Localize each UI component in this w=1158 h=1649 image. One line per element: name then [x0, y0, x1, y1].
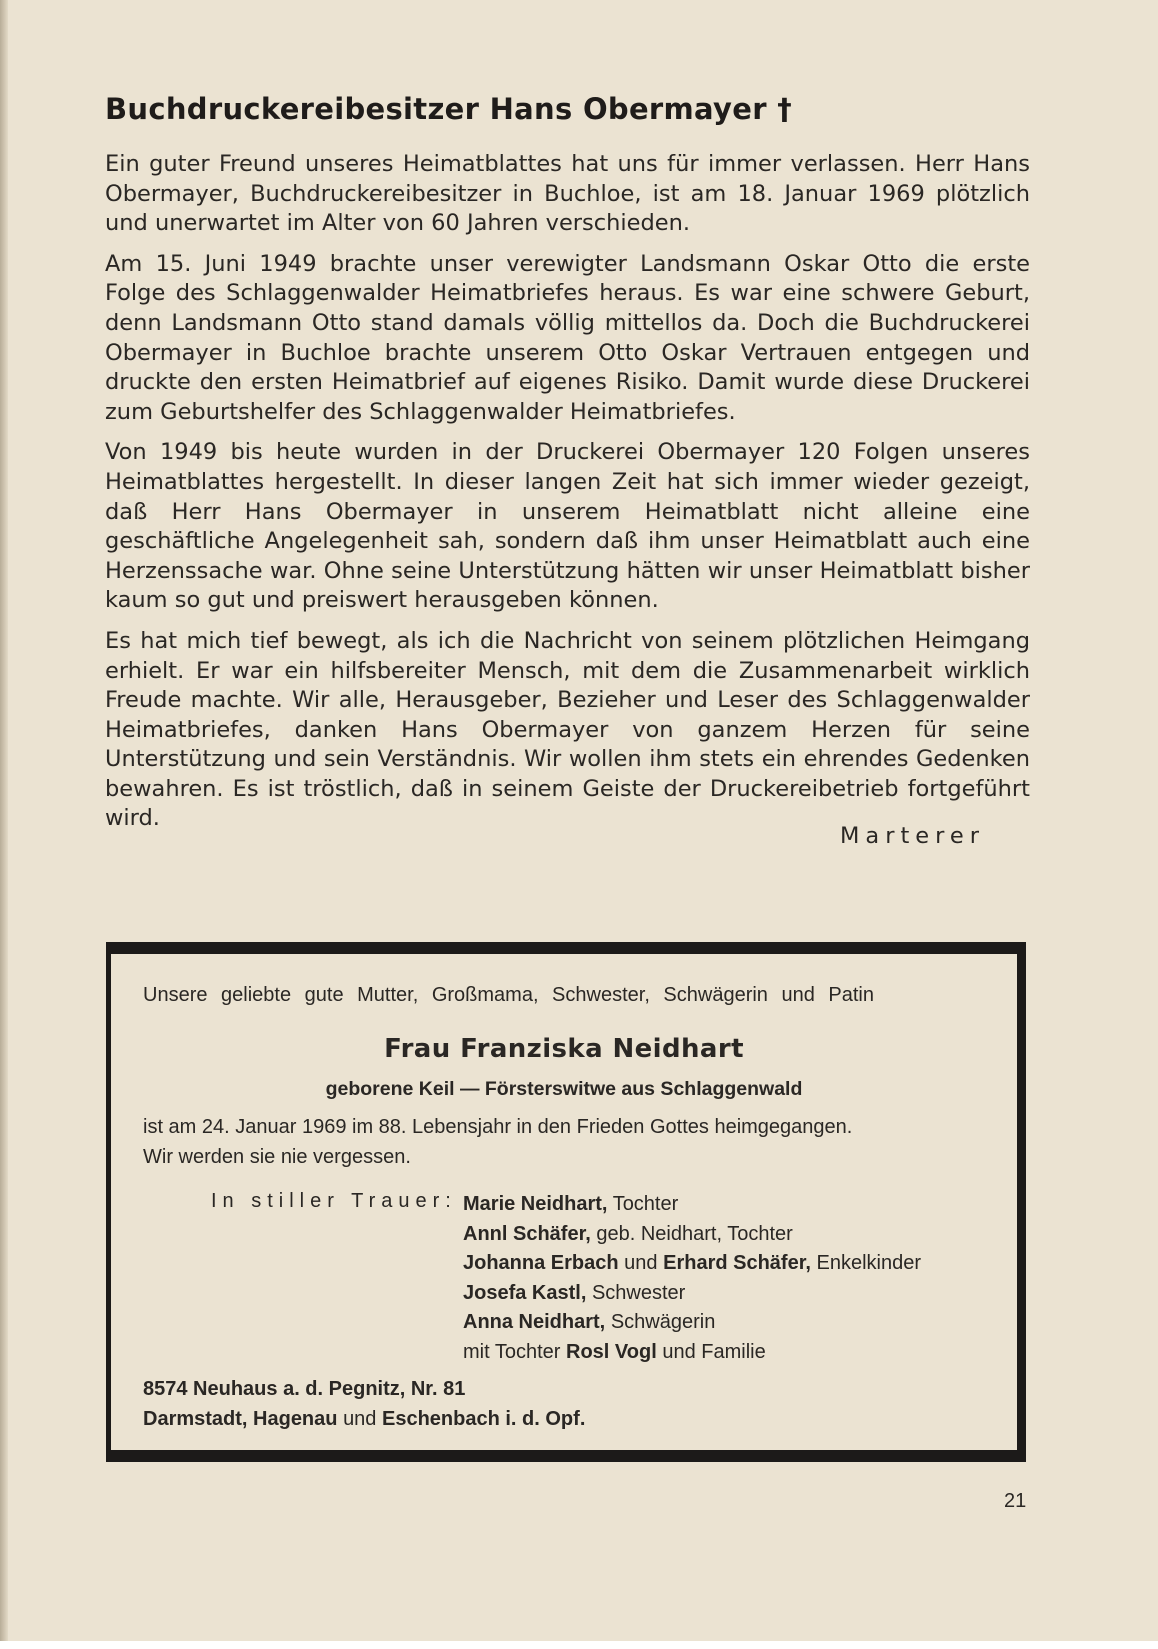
mourner-name: Johanna Erbach [463, 1252, 619, 1274]
notice-text [143, 1112, 993, 1172]
mourner-item [463, 1279, 921, 1309]
article-paragraph: Am 15. Juni 1949 brachte unser verewigter Landsmann Oskar Otto die erste Folge des Schlaggenwalder Heimatbriefes heraus. Es war eine schwere Geburt, denn Landsmann Otto stand damals völlig mittellos da. Doch die Buchdruckerei Obermayer in Buchloe brachte unserem Otto Oskar Vertrauen entgegen und druckte den ersten Heimatbrief auf eigenes Risiko. Damit wurde diese Druckerei zum Geburtshelfer des Schlaggenwalder Heimatbriefes. [105, 250, 1030, 425]
obituary-notice [106, 942, 1026, 1462]
notice-text-line: Wir werden sie nie vergessen. [143, 1146, 411, 1168]
mourner-role: geb. Neidhart, Tochter [596, 1222, 793, 1245]
article-paragraph: Ein guter Freund unseres Heimatblattes hat uns für immer verlassen. Herr Hans Obermayer, Buchdruckereibesitzer in Buchloe, ist am 18. Januar 1969 plötzlich und unerwartet im Alter von 60 Jahren verschieden. [105, 151, 1030, 237]
notice-intro: Unsere geliebte gute Mutter, Großmama, Schwester, Schwägerin und Patin [143, 984, 875, 1006]
notice-address [143, 1374, 585, 1434]
mourner-name: Marie Neidhart, [463, 1193, 608, 1215]
notice-deceased-name: Frau Franziska Neidhart [384, 1034, 744, 1064]
notice-birth-info: geborene Keil — Försterswitwe aus Schlaggenwald [325, 1078, 803, 1100]
article-title: Buchdruckereibesitzer Hans Obermayer † [105, 92, 792, 126]
notice-text-line: ist am 24. Januar 1969 im 88. Lebensjahr in den Frieden Gottes heimgegangen. [143, 1116, 853, 1138]
mourner-role: und Familie [662, 1340, 766, 1363]
mourner-item [463, 1308, 921, 1338]
address-part: Eschenbach i. d. Opf. [382, 1408, 586, 1430]
mourner-name: Anna Neidhart, [463, 1311, 606, 1333]
article-paragraph: Es hat mich tief bewegt, als ich die Nachricht von seinem plötzlichen Heimgang erhielt. Er war ein hilfsbereiter Mensch, mit dem die Zusammenarbeit wirklich Freude machte. Wir alle, Herausgeber, Bezieher und Leser des Schlaggenwalder Heimatbriefes, danken Hans Obermayer von ganzem Herzen für seine Unterstützung und sein Verständnis. Wir wollen ihm stets ein ehrendes Gedenken bewahren. Es ist tröstlich, daß in seinem Geiste der Druckereibetrieb fortgeführt wird. [105, 627, 1030, 832]
mourners-list [463, 1190, 921, 1367]
address-connector: und [343, 1408, 377, 1430]
mourning-label: In stiller Trauer: [211, 1190, 457, 1212]
address-part: Darmstadt, Hagenau [143, 1408, 338, 1430]
article-body [105, 150, 1030, 845]
mourner-role: Schwester [591, 1281, 686, 1304]
mourner-prefix: mit Tochter [463, 1340, 561, 1363]
mourner-item [463, 1249, 921, 1279]
article-signature: Marterer [840, 823, 985, 849]
mourner-name: Erhard Schäfer, [663, 1252, 811, 1274]
mourner-name: Josefa Kastl, [463, 1281, 587, 1304]
mourner-connector: und [624, 1252, 658, 1274]
article-paragraph: Von 1949 bis heute wurden in der Druckerei Obermayer 120 Folgen unseres Heimatblattes hergestellt. In dieser langen Zeit hat sich immer wieder gezeigt, daß Herr Hans Obermayer in unserem Heimatblatt nicht alleine eine geschäftliche Angelegenheit sah, sondern daß ihm unser Heimatblatt auch eine Herzenssache war. Ohne seine Unterstützung hätten wir unser Heimatblatt bisher kaum so gut und preiswert herausgeben können. [105, 439, 1030, 614]
mourner-item [463, 1220, 921, 1250]
address-line: 8574 Neuhaus a. d. Pegnitz, Nr. 81 [143, 1378, 466, 1400]
mourner-role: Tochter [612, 1193, 679, 1215]
mourner-name: Rosl Vogl [566, 1340, 657, 1363]
mourner-role: Schwägerin [610, 1311, 716, 1333]
page-number: 21 [1004, 1490, 1027, 1512]
page-bottom-edge [0, 1641, 1158, 1649]
page-spine [0, 0, 8, 1649]
mourner-item [463, 1338, 921, 1368]
mourner-item [463, 1190, 921, 1220]
mourner-name: Annl Schäfer, [463, 1222, 591, 1245]
mourner-role: Enkelkinder [816, 1252, 922, 1274]
